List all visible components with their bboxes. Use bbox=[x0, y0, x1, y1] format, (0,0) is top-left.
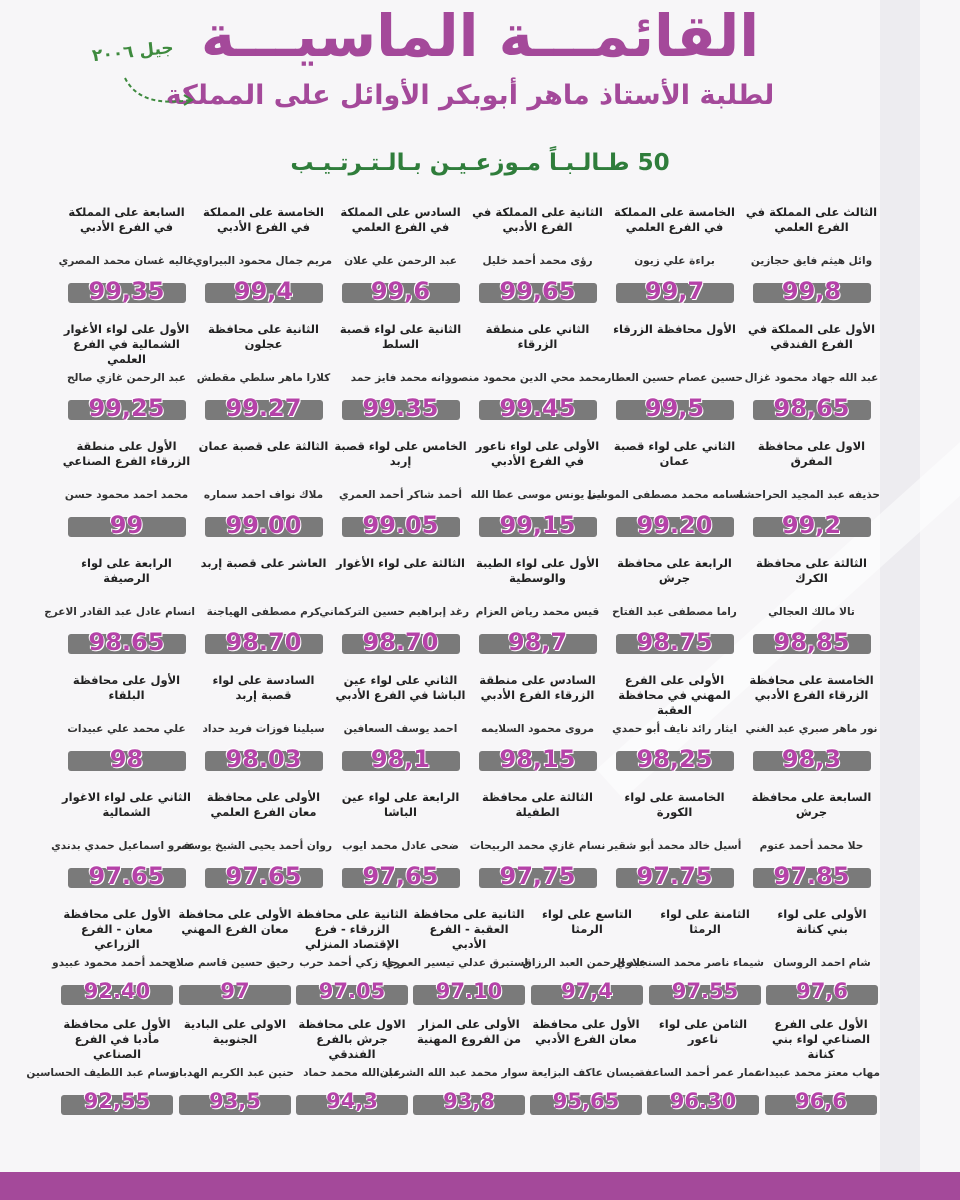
score-box bbox=[68, 745, 186, 771]
score-box bbox=[205, 511, 323, 537]
student-rank: الاول على محافظة جرش بالفرع الفندقي bbox=[298, 1017, 406, 1061]
student-rank: الثاني على لواء عين الباشا في الفرع الأدبي bbox=[335, 673, 466, 702]
score-box bbox=[61, 979, 173, 1005]
score-box bbox=[479, 394, 597, 420]
student-card bbox=[319, 556, 469, 673]
student-score: 97,75 bbox=[499, 862, 576, 890]
student-rank: الخامسة على لواء الكورة bbox=[624, 790, 725, 819]
student-name: مريم جمال محمود البيراوي bbox=[192, 255, 332, 267]
student-rank: الثانية على محافظة الزرقاء - فرع الإقتصاد المنزلي bbox=[296, 907, 408, 951]
student-name: عبد الرحمن علي علان bbox=[344, 255, 457, 267]
student-name: محمد محي الدين محمود منصور bbox=[445, 372, 606, 384]
student-card bbox=[332, 439, 469, 556]
student-rank: الاولى على البادية الجنوبية bbox=[183, 1017, 287, 1046]
student-card bbox=[469, 439, 606, 556]
student-name: وائل هيثم فايق حجازين bbox=[750, 255, 873, 267]
student-name: حسين عصام حسين العطار bbox=[605, 372, 743, 384]
student-score: 98,7 bbox=[507, 628, 568, 656]
score-box bbox=[68, 628, 186, 654]
student-score: 99,8 bbox=[781, 277, 842, 305]
student-rank: السادس على منطقة الزرقاء الفرع الأدبي bbox=[479, 673, 596, 702]
student-rank: الثامنة على لواء الرمثا bbox=[660, 907, 750, 936]
student-card bbox=[195, 322, 332, 439]
student-card bbox=[616, 907, 764, 1017]
student-name: ضحى عادل محمد ايوب bbox=[342, 840, 459, 852]
student-rank: الأولى على لواء ناعور في الفرع الأدبي bbox=[475, 439, 600, 468]
students-count: 50 طـالـبـاً مـوزعـيـن بـالـتـرتـيـب bbox=[290, 150, 670, 176]
student-card bbox=[26, 1017, 176, 1127]
student-name: اسامه محمد مصطفى الموسى bbox=[586, 489, 743, 501]
student-name: مهاب معتز محمد عبيدات bbox=[754, 1067, 880, 1079]
student-name: كلارا ماهر سلطي مقطش bbox=[196, 372, 331, 384]
student-score: 99,7 bbox=[644, 277, 705, 305]
student-card bbox=[58, 322, 195, 439]
student-card bbox=[606, 205, 743, 322]
score-box bbox=[68, 511, 186, 537]
student-name: أحمد شاكر أحمد العمري bbox=[338, 489, 463, 501]
student-name: عبد الرحمن غازي صالح bbox=[66, 372, 186, 384]
student-card bbox=[168, 907, 294, 1017]
student-rank: الأول على محافظة البلقاء bbox=[72, 673, 181, 702]
score-box bbox=[753, 745, 871, 771]
score-box bbox=[296, 979, 408, 1005]
student-score: 97.65 bbox=[225, 862, 302, 890]
score-box bbox=[342, 394, 460, 420]
student-card bbox=[743, 556, 880, 673]
score-box bbox=[342, 511, 460, 537]
student-score: 98.70 bbox=[362, 628, 439, 656]
student-rank: الخامسة على المملكة في الفرع العلمي bbox=[614, 205, 735, 234]
student-rank: الثاني على لواء الاغوار الشمالية bbox=[62, 790, 191, 819]
student-card bbox=[764, 907, 880, 1017]
student-card bbox=[58, 673, 195, 790]
student-score: 99.05 bbox=[362, 511, 439, 539]
score-box bbox=[530, 1089, 642, 1115]
student-score: 98.75 bbox=[636, 628, 713, 656]
score-box bbox=[753, 394, 871, 420]
student-card bbox=[52, 907, 176, 1017]
student-score: 99,15 bbox=[499, 511, 576, 539]
score-box bbox=[68, 394, 186, 420]
student-score: 99.27 bbox=[225, 394, 302, 422]
student-rank: الثاني على لواء قصبة عمان bbox=[613, 439, 736, 468]
student-rank: التاسع على لواء الرمثا bbox=[542, 907, 632, 936]
students-row bbox=[51, 790, 880, 907]
students-row bbox=[52, 907, 880, 1017]
student-card bbox=[638, 1017, 762, 1127]
student-score: 97.65 bbox=[88, 862, 165, 890]
students-row bbox=[44, 556, 880, 673]
student-rank: الأول على محافظة معان - الفرع الزراعي bbox=[63, 907, 171, 951]
student-score: 94,3 bbox=[326, 1089, 378, 1113]
student-rank: الرابعة على محافظة جرش bbox=[617, 556, 732, 585]
score-box bbox=[479, 628, 597, 654]
student-card bbox=[58, 439, 195, 556]
page-header bbox=[0, 0, 960, 200]
student-name: مروى محمود السلايمه bbox=[480, 723, 595, 735]
student-score: 99 bbox=[109, 511, 144, 539]
student-rank: الثالثة على محافظة الكرك bbox=[756, 556, 867, 585]
student-score: 99.35 bbox=[362, 394, 439, 422]
score-box bbox=[68, 862, 186, 888]
student-score: 98 bbox=[109, 745, 144, 773]
student-card bbox=[195, 439, 332, 556]
score-box bbox=[753, 277, 871, 303]
score-box bbox=[616, 628, 734, 654]
student-card bbox=[332, 673, 469, 790]
student-rank: الرابعة على لواء الرصيفة bbox=[81, 556, 172, 585]
score-box bbox=[205, 277, 323, 303]
student-card bbox=[606, 322, 743, 439]
student-name: روان أحمد يحيى الشيخ يوسف bbox=[178, 840, 332, 852]
score-box bbox=[616, 394, 734, 420]
student-name: سيلينا فوزات فريد حداد bbox=[202, 723, 325, 735]
student-name: انسام عادل عبد القادر الاعرج bbox=[44, 606, 195, 618]
score-box bbox=[205, 862, 323, 888]
student-card bbox=[192, 205, 332, 322]
page-title: القائمـــة الماسيـــة bbox=[200, 2, 760, 70]
score-box bbox=[616, 745, 734, 771]
score-box bbox=[205, 394, 323, 420]
score-box bbox=[479, 745, 597, 771]
student-card bbox=[469, 205, 606, 322]
student-rank: العاشر على قصبة إربد bbox=[200, 556, 327, 570]
student-rank: الأول على لواء الطيبة والوسطية bbox=[475, 556, 599, 585]
student-name: ايثار رائد نايف أبو حمدي bbox=[612, 723, 737, 735]
student-card bbox=[332, 205, 469, 322]
student-name: قيس محمد رياض العزام bbox=[475, 606, 600, 618]
student-card bbox=[469, 556, 606, 673]
student-name: رجاء زكي أحمد حرب bbox=[299, 957, 405, 969]
student-card bbox=[469, 673, 606, 790]
student-score: 98,3 bbox=[781, 745, 842, 773]
student-rank: الرابعة على لواء عين الباشا bbox=[341, 790, 460, 819]
score-box bbox=[766, 979, 878, 1005]
score-box bbox=[342, 745, 460, 771]
dashed-arrow-icon bbox=[120, 70, 200, 110]
student-rank: الأول على منطقة الزرقاء الفرع الصناعي bbox=[62, 439, 191, 468]
student-score: 99.45 bbox=[499, 394, 576, 422]
student-score: 99.00 bbox=[225, 511, 302, 539]
student-rank: الثانية على المملكة في الفرع الأدبي bbox=[472, 205, 603, 234]
student-rank: الأولى على محافظة معان الفرع العلمي bbox=[206, 790, 321, 819]
student-score: 97.75 bbox=[636, 862, 713, 890]
student-score: 97.55 bbox=[671, 979, 739, 1003]
student-score: 99,65 bbox=[499, 277, 576, 305]
student-card bbox=[606, 790, 743, 907]
student-card bbox=[44, 556, 195, 673]
student-score: 97 bbox=[220, 979, 250, 1003]
student-score: 98.70 bbox=[225, 628, 302, 656]
student-score: 92,55 bbox=[83, 1089, 151, 1113]
student-name: عبد الرحمن العبد الرزاق bbox=[522, 957, 646, 969]
student-rank: السادس على المملكة في الفرع العلمي bbox=[340, 205, 461, 234]
student-rank: الثالث على المملكة في الفرع العلمي bbox=[745, 205, 878, 234]
student-card bbox=[51, 790, 195, 907]
score-box bbox=[179, 1089, 291, 1115]
student-name: براءة علي زيون bbox=[634, 255, 715, 267]
student-rank: الخامس على لواء قصبة إربد bbox=[334, 439, 467, 468]
student-rank: الأولى على لواء بني كنانة bbox=[777, 907, 867, 936]
student-rank: الأول على الفرع الصناعي لواء بني كنانة bbox=[771, 1017, 871, 1061]
score-box bbox=[68, 277, 186, 303]
students-row bbox=[58, 322, 880, 439]
student-score: 96.30 bbox=[669, 1089, 737, 1113]
score-box bbox=[61, 1089, 173, 1115]
student-score: 98.65 bbox=[88, 628, 165, 656]
student-rank: الثانية على محافظة العقبة - الفرع الأدبي bbox=[413, 907, 525, 951]
score-box bbox=[205, 628, 323, 654]
student-card bbox=[754, 1017, 880, 1127]
student-score: 93,8 bbox=[443, 1089, 495, 1113]
score-box bbox=[649, 979, 761, 1005]
student-score: 97.10 bbox=[435, 979, 503, 1003]
student-score: 99,4 bbox=[233, 277, 294, 305]
student-name: عمار عمر أحمد الساعفة bbox=[638, 1067, 762, 1079]
student-card bbox=[58, 205, 195, 322]
students-row bbox=[58, 205, 880, 322]
score-box bbox=[179, 979, 291, 1005]
score-box bbox=[342, 628, 460, 654]
score-box bbox=[342, 277, 460, 303]
student-name: شام احمد الروسان bbox=[773, 957, 871, 969]
student-name: عبد الله محمد حماد bbox=[303, 1067, 401, 1079]
score-box bbox=[342, 862, 460, 888]
student-rank: الأولى على الفرع المهني في محافظة العقبة bbox=[618, 673, 731, 717]
student-name: تالا مالك العجالي bbox=[768, 606, 855, 618]
student-rank: الخامسة على محافظة الزرقاء الفرع الأدبي bbox=[749, 673, 874, 702]
student-score: 99,6 bbox=[370, 277, 431, 305]
score-box bbox=[479, 511, 597, 537]
student-score: 96,6 bbox=[795, 1089, 847, 1113]
student-score: 99,2 bbox=[781, 511, 842, 539]
students-row bbox=[58, 439, 880, 556]
student-score: 99.20 bbox=[636, 511, 713, 539]
student-rank: الثاني على منطقة الزرقاء bbox=[485, 322, 590, 351]
student-card bbox=[294, 1017, 410, 1127]
students-row bbox=[26, 1017, 880, 1127]
student-card bbox=[332, 790, 469, 907]
student-card bbox=[743, 673, 880, 790]
student-name: رغد إبراهيم حسين التركماني bbox=[319, 606, 469, 618]
student-name: أسيل خالد محمد أبو شقير bbox=[607, 840, 742, 852]
student-name: شيماء ناصر محمد السنجلاوي bbox=[616, 957, 764, 969]
student-score: 97,6 bbox=[796, 979, 848, 1003]
score-box bbox=[413, 1089, 525, 1115]
student-rank: الثانية على لواء قصبة السلط bbox=[339, 322, 462, 351]
student-card bbox=[606, 673, 743, 790]
student-card bbox=[178, 790, 332, 907]
student-rank: الثامن على لواء ناعور bbox=[658, 1017, 748, 1046]
student-rank: الثالثة على قصبة عمان bbox=[198, 439, 329, 453]
student-name: محمد احمد محمود حسن bbox=[64, 489, 189, 501]
student-name: سوار محمد عبد الله الشرمان bbox=[379, 1067, 528, 1079]
student-rank: الأول على المملكة في الفرع الفندقي bbox=[747, 322, 876, 351]
student-card bbox=[170, 1017, 294, 1127]
generation-badge: جيل ٢٠٠٦ bbox=[91, 37, 175, 67]
student-card bbox=[743, 205, 880, 322]
student-card bbox=[743, 790, 880, 907]
student-name: رحيق حسين قاسم صلاح bbox=[168, 957, 294, 969]
score-box bbox=[753, 862, 871, 888]
score-box bbox=[753, 628, 871, 654]
student-score: 98,1 bbox=[370, 745, 431, 773]
student-score: 98,85 bbox=[773, 628, 850, 656]
student-rank: الأول على محافظة معان الفرع الأدبي bbox=[532, 1017, 640, 1046]
student-name: محمد أحمد محمود عبيدو bbox=[52, 957, 176, 969]
student-name: نسام غازي محمد الربيحات bbox=[469, 840, 606, 852]
student-card bbox=[469, 790, 606, 907]
student-card bbox=[743, 322, 880, 439]
student-name: كرم مصطفى الهياجنة bbox=[206, 606, 321, 618]
student-name: احمد يوسف السعافين bbox=[343, 723, 458, 735]
student-score: 97,65 bbox=[362, 862, 439, 890]
student-score: 92.40 bbox=[83, 979, 151, 1003]
score-box bbox=[205, 745, 323, 771]
student-name: حذيفه عبد المجيد الحراحشة bbox=[737, 489, 880, 501]
student-name: علي محمد علي عبيدات bbox=[67, 723, 186, 735]
student-card bbox=[586, 439, 743, 556]
student-card bbox=[195, 556, 332, 673]
student-rank: الأولى على محافظة معان الفرع المهني bbox=[178, 907, 292, 936]
student-card bbox=[379, 1017, 528, 1127]
student-card bbox=[522, 907, 646, 1017]
student-card bbox=[528, 1017, 644, 1127]
student-rank: الأول محافظة الزرقاء bbox=[613, 322, 736, 336]
score-box bbox=[296, 1089, 408, 1115]
student-card bbox=[332, 322, 469, 439]
student-card bbox=[294, 907, 410, 1017]
student-rank: السابعة على محافظة جرش bbox=[751, 790, 872, 819]
student-rank: الأول على محافظة مأدبا في الفرع الصناعي bbox=[63, 1017, 171, 1061]
student-score: 95,65 bbox=[552, 1089, 620, 1113]
student-score: 98,15 bbox=[499, 745, 576, 773]
student-name: حنين عبد الكريم الهدبان bbox=[170, 1067, 294, 1079]
student-name: حلا محمد أحمد عتوم bbox=[759, 840, 864, 852]
student-rank: الثالثة على لواء الأغوار bbox=[336, 556, 465, 570]
students-grid bbox=[26, 205, 880, 1165]
student-rank: السادسة على لواء قصبة إربد bbox=[212, 673, 315, 702]
student-name: رؤى محمد أحمد خليل bbox=[482, 255, 593, 267]
score-box bbox=[413, 979, 525, 1005]
student-rank: الخامسة على المملكة في الفرع الأدبي bbox=[203, 205, 324, 234]
student-name: عبد الله جهاد محمود غزال bbox=[744, 372, 879, 384]
score-box bbox=[531, 979, 643, 1005]
student-name: وسام عبد اللطيف الحساسين bbox=[26, 1067, 176, 1079]
student-score: 99,25 bbox=[88, 394, 165, 422]
student-score: 97.05 bbox=[318, 979, 386, 1003]
student-score: 99,35 bbox=[88, 277, 165, 305]
student-score: 98,25 bbox=[636, 745, 713, 773]
student-rank: الأول على لواء الأغوار الشمالية في الفرع العلمي bbox=[63, 322, 190, 366]
student-score: 99,5 bbox=[644, 394, 705, 422]
student-rank: الثالثة على محافظة الطفيلة bbox=[482, 790, 593, 819]
footer-bar bbox=[0, 1172, 960, 1200]
score-box bbox=[479, 862, 597, 888]
student-rank: السابعة على المملكة في الفرع الأدبي bbox=[68, 205, 185, 234]
score-box bbox=[479, 277, 597, 303]
score-box bbox=[753, 511, 871, 537]
student-score: 93,5 bbox=[209, 1089, 261, 1113]
score-box bbox=[616, 511, 734, 537]
student-name: نور ماهر صبري عبد الغني bbox=[745, 723, 878, 735]
student-card bbox=[737, 439, 880, 556]
student-name: غاليه غسان محمد المصري bbox=[58, 255, 195, 267]
student-card bbox=[445, 322, 606, 439]
student-card bbox=[384, 907, 528, 1017]
score-box bbox=[765, 1089, 877, 1115]
student-name: راما مصطفى عبد الفتاح bbox=[612, 606, 737, 618]
score-box bbox=[616, 277, 734, 303]
student-name: دانه محمد فايز حمد bbox=[350, 372, 451, 384]
score-box bbox=[616, 862, 734, 888]
student-score: 98,65 bbox=[773, 394, 850, 422]
student-name: لينا يونس موسى عطا الله bbox=[470, 489, 605, 501]
score-box bbox=[647, 1089, 759, 1115]
student-name: ملاك نواف احمد سماره bbox=[203, 489, 324, 501]
student-score: 98.03 bbox=[225, 745, 302, 773]
student-score: 97,4 bbox=[561, 979, 613, 1003]
student-name: عمرو اسماعيل حمدي بدندي bbox=[51, 840, 195, 852]
page-subtitle: لطلبة الأستاذ ماهر أبوبكر الأوائل على المملكة bbox=[165, 80, 775, 111]
student-card bbox=[195, 673, 332, 790]
student-rank: الثانية على محافظة عجلون bbox=[208, 322, 319, 351]
student-name: استبرق عدلي تيسير العمري bbox=[384, 957, 528, 969]
student-card bbox=[606, 556, 743, 673]
student-name: ميسان عاكف البزايعة bbox=[531, 1067, 641, 1079]
students-row bbox=[58, 673, 880, 790]
student-score: 97.85 bbox=[773, 862, 850, 890]
student-rank: الأولى على المزار من الفروع المهنية bbox=[416, 1017, 522, 1046]
student-rank: الاول على محافظة المفرق bbox=[757, 439, 866, 468]
